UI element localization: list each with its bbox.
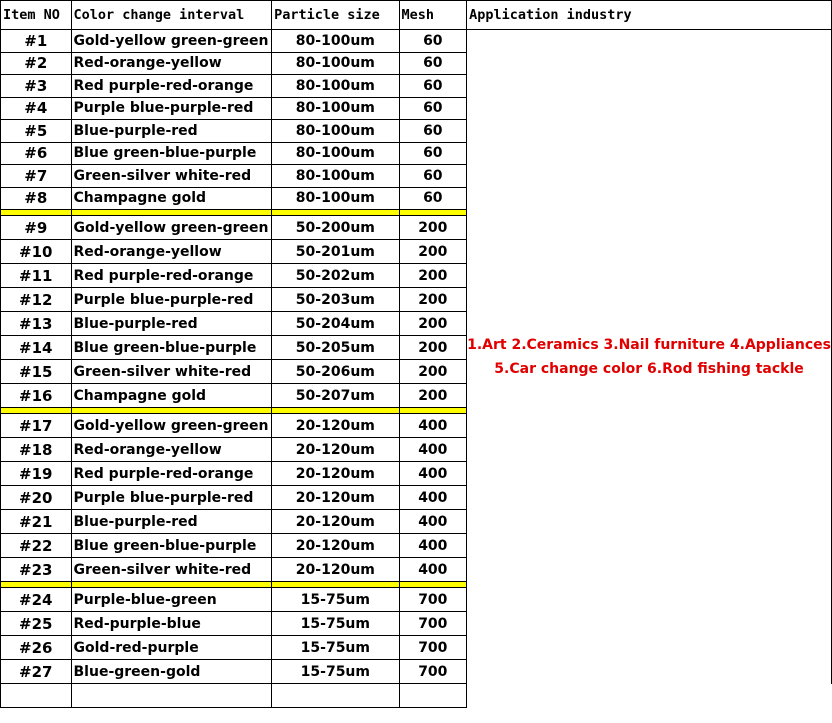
mesh-cell: 60 [399,30,467,53]
mesh-cell: 400 [399,462,467,486]
item-no-cell: #17 [1,414,72,438]
mesh-cell: 700 [399,612,467,636]
application-line: 5.Car change color 6.Rod fishing tackle [494,360,804,377]
particle-size-cell: 50-202um [272,264,399,288]
color-change-cell: Green-silver white-red [71,558,272,582]
item-no-cell: #12 [1,288,72,312]
mesh-cell: 200 [399,360,467,384]
header-application: Application industry [467,1,832,30]
particle-size-cell: 20-120um [272,534,399,558]
item-no-cell: #16 [1,384,72,408]
color-change-cell: Gold-yellow green-green [71,30,272,53]
color-change-cell: Blue-green-gold [71,660,272,684]
color-change-cell: Champagne gold [71,384,272,408]
particle-size-cell: 20-120um [272,462,399,486]
color-change-cell: Blue green-blue-purple [71,142,272,165]
mesh-cell: 60 [399,75,467,98]
empty-cell [272,684,399,708]
particle-size-cell: 15-75um [272,660,399,684]
mesh-cell: 400 [399,534,467,558]
mesh-cell: 60 [399,120,467,143]
particle-size-cell: 15-75um [272,636,399,660]
item-no-cell: #21 [1,510,72,534]
particle-size-cell: 80-100um [272,97,399,120]
particle-size-cell: 80-100um [272,165,399,188]
application-line: 1.Art 2.Ceramics 3.Nail furniture 4.Appliances [467,336,831,353]
item-no-cell: #10 [1,240,72,264]
particle-size-cell: 50-207um [272,384,399,408]
header-row [1,1,832,30]
particle-size-cell: 20-120um [272,486,399,510]
color-change-cell: Champagne gold [71,187,272,210]
mesh-cell: 60 [399,165,467,188]
mesh-cell: 200 [399,288,467,312]
mesh-cell: 400 [399,486,467,510]
item-no-cell: #3 [1,75,72,98]
color-change-cell: Blue green-blue-purple [71,336,272,360]
particle-size-cell: 20-120um [272,558,399,582]
item-no-cell: #6 [1,142,72,165]
color-change-cell: Gold-yellow green-green [71,414,272,438]
mesh-cell: 200 [399,264,467,288]
color-change-cell: Red purple-red-orange [71,75,272,98]
color-change-cell: Red-orange-yellow [71,240,272,264]
particle-size-cell: 50-201um [272,240,399,264]
mesh-cell: 400 [399,438,467,462]
particle-size-cell: 80-100um [272,120,399,143]
item-no-cell: #20 [1,486,72,510]
mesh-cell: 400 [399,558,467,582]
mesh-cell: 200 [399,384,467,408]
table-body [1,30,832,708]
item-no-cell: #15 [1,360,72,384]
color-change-cell: Blue-purple-red [71,510,272,534]
item-no-cell: #11 [1,264,72,288]
color-change-cell: Purple blue-purple-red [71,97,272,120]
empty-row [1,684,832,708]
particle-size-cell: 20-120um [272,510,399,534]
color-change-cell: Blue green-blue-purple [71,534,272,558]
item-no-cell: #2 [1,52,72,75]
color-change-cell: Red purple-red-orange [71,462,272,486]
item-no-cell: #8 [1,187,72,210]
particle-size-cell: 80-100um [272,30,399,53]
particle-size-cell: 80-100um [272,142,399,165]
item-no-cell: #9 [1,216,72,240]
application-cell [467,30,832,684]
color-change-cell: Green-silver white-red [71,165,272,188]
item-no-cell: #23 [1,558,72,582]
mesh-cell: 60 [399,142,467,165]
item-no-cell: #26 [1,636,72,660]
header-particle-size: Particle size [272,1,399,30]
color-change-cell: Red purple-red-orange [71,264,272,288]
particle-size-cell: 20-120um [272,414,399,438]
item-no-cell: #14 [1,336,72,360]
application-industries [467,333,831,381]
mesh-cell: 700 [399,588,467,612]
mesh-cell: 200 [399,312,467,336]
item-no-cell: #19 [1,462,72,486]
color-change-cell: Gold-red-purple [71,636,272,660]
mesh-cell: 400 [399,414,467,438]
color-change-cell: Red-purple-blue [71,612,272,636]
empty-cell [399,684,467,708]
mesh-cell: 200 [399,216,467,240]
particle-size-cell: 50-203um [272,288,399,312]
mesh-cell: 200 [399,240,467,264]
table-row [1,30,832,53]
header-item-no: Item NO [1,1,72,30]
particle-size-cell: 15-75um [272,612,399,636]
particle-size-cell: 80-100um [272,52,399,75]
particle-size-cell: 50-205um [272,336,399,360]
item-no-cell: #5 [1,120,72,143]
color-change-cell: Purple blue-purple-red [71,288,272,312]
particle-size-cell: 80-100um [272,75,399,98]
item-no-cell: #27 [1,660,72,684]
particle-size-cell: 50-206um [272,360,399,384]
item-no-cell: #24 [1,588,72,612]
color-change-cell: Purple blue-purple-red [71,486,272,510]
color-change-cell: Blue-purple-red [71,120,272,143]
particle-size-cell: 15-75um [272,588,399,612]
item-no-cell: #18 [1,438,72,462]
header-mesh: Mesh [399,1,467,30]
mesh-cell: 60 [399,52,467,75]
item-no-cell: #22 [1,534,72,558]
color-change-cell: Red-orange-yellow [71,52,272,75]
item-no-cell: #4 [1,97,72,120]
particle-size-cell: 50-200um [272,216,399,240]
item-no-cell: #25 [1,612,72,636]
mesh-cell: 400 [399,510,467,534]
header-color-change: Color change interval [71,1,272,30]
color-change-cell: Purple-blue-green [71,588,272,612]
mesh-cell: 60 [399,187,467,210]
particle-size-cell: 50-204um [272,312,399,336]
mesh-cell: 700 [399,636,467,660]
item-no-cell: #7 [1,165,72,188]
item-no-cell: #1 [1,30,72,53]
item-no-cell: #13 [1,312,72,336]
empty-cell [71,684,272,708]
empty-cell [1,684,72,708]
particle-size-cell: 80-100um [272,187,399,210]
mesh-cell: 200 [399,336,467,360]
color-change-cell: Green-silver white-red [71,360,272,384]
particle-size-cell: 20-120um [272,438,399,462]
color-change-cell: Gold-yellow green-green [71,216,272,240]
color-change-cell: Red-orange-yellow [71,438,272,462]
color-change-cell: Blue-purple-red [71,312,272,336]
mesh-cell: 700 [399,660,467,684]
mesh-cell: 60 [399,97,467,120]
